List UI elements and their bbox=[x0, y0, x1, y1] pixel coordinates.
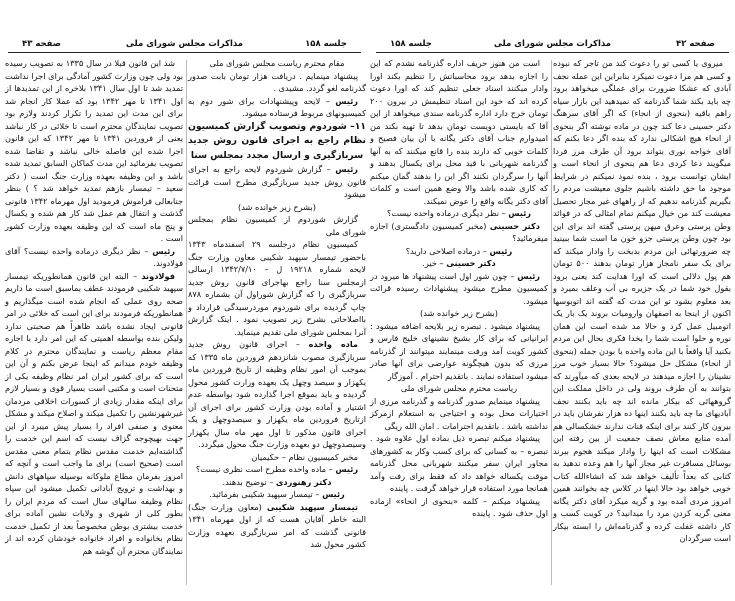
paragraph bbox=[188, 70, 366, 95]
paragraph-text: – گزارش شوردوم لایحه راجع به اجرای قانون روش جدید سربازگیری مطرح است قرائت میشود bbox=[188, 164, 366, 199]
text-column-left bbox=[5, 57, 183, 557]
paragraph-text: پیشنهاد مینمایم صدور گذرنامه و گذرنامه مرزی از اختیارات محل بوده و احتیاجی به استعلام ازمرکز نداشته باشد . باتقدیم احترامات . امان الله ریگی bbox=[370, 395, 548, 431]
paragraph bbox=[370, 382, 548, 395]
speaker-paragraph bbox=[188, 463, 366, 476]
speaker-name: رئیس bbox=[489, 245, 513, 256]
paragraph-text: مقام محترم ریاست مجلس شورای ملی bbox=[209, 58, 345, 68]
paragraph-text: – خیر. bbox=[422, 258, 447, 268]
page-header bbox=[8, 38, 361, 53]
speaker-name: رئیس bbox=[335, 464, 359, 474]
speaker-name: دکتر حسینی bbox=[446, 258, 496, 268]
page-number: صفحه ۴۲ bbox=[676, 39, 715, 49]
paragraph bbox=[370, 432, 548, 495]
speaker-paragraph bbox=[188, 476, 366, 489]
paragraph bbox=[553, 57, 731, 545]
paragraph-text: پیشنهاد میکنم تبصره ذیل بماده اول علاوه شود . تبصره – به کسانی که برای کسب وکار به کشورهای مجاور ایران سفر میکنند شهربانی محل گذرنامه موقت یکساله خواهد داد که فقط برای رفت وآمد همانجا مورد استفاده قرار خواهد گرفت . پاینده bbox=[370, 433, 548, 493]
text-column-right bbox=[188, 57, 366, 551]
speaker-paragraph bbox=[5, 270, 183, 558]
paragraph-text: پیشنهاد میکنم – کلمه «بنحوی از انحاء» ازماده اول حذف شود . پاینده bbox=[370, 495, 548, 518]
speaker-name: فولادوند bbox=[141, 270, 175, 281]
section-heading bbox=[188, 120, 366, 164]
speaker-name: تیمسار سپهبد شکیبی bbox=[266, 501, 358, 512]
paragraph-text: (مخبر کمیسیون دادگستری) اجازه میفرمائید؟ bbox=[370, 220, 548, 243]
paragraph-text: – نظر دیگری درماده واحده نیست؟ bbox=[386, 208, 509, 218]
speaker-name: رئیس bbox=[335, 95, 358, 106]
speaker-name: رئیس bbox=[335, 164, 358, 174]
speaker-paragraph bbox=[188, 501, 366, 551]
text-column-left bbox=[370, 57, 548, 520]
paragraph bbox=[370, 57, 548, 207]
speaker-paragraph bbox=[370, 220, 548, 245]
speaker-name: دکتر رهنوردی bbox=[275, 476, 332, 487]
column-divider bbox=[551, 60, 552, 585]
running-title: مذاکرات مجلس شورای ملی bbox=[125, 39, 244, 49]
session-number: جلسه ۱۵۸ bbox=[305, 39, 347, 49]
paragraph-text: – درماده اصلاحی دارید؟ bbox=[405, 245, 490, 256]
speaker-paragraph bbox=[370, 207, 548, 220]
paragraph-text: – توضیح بدهند. bbox=[222, 476, 276, 487]
page-42 bbox=[368, 0, 735, 601]
session-number: جلسه ۱۵۸ bbox=[390, 39, 432, 49]
paragraph bbox=[188, 213, 366, 238]
speaker-name: رئیس bbox=[322, 489, 345, 499]
speaker-paragraph bbox=[188, 163, 366, 201]
paragraph-text: – ماده واحده مطرح است نظری نیست؟ bbox=[195, 464, 336, 474]
paragraph-text: ریاست محترم مجلس شورای ملی bbox=[400, 383, 518, 393]
paragraph bbox=[370, 495, 548, 520]
paragraph-text: است من هنوز حریف اداره گذرنامه نشدم که این را اجازه بدهد برود محاسباتش را تنظیم بکند اورا وادار میکنند اسناد جعلی تنظیم کند که اورا دعوت کرده اند که خود این اسناد تنظیمش در بیرون ۲۰۰ تومان خرج دارد اداره گذرنامه سندی میخواهد از این آقا که بایستی دویست تومان بدهد تا تهیه بکند من امیدوارم جناب آقای دکتر یگانه با آن بیان فصیح و کلمات خوبی که دارند بنده را قانع میکنند که به آنها گذرنامه شهربانی با قید محل برای یکسال بدهند و آنها را سرگردان نکنند اگر این را بدهند گمان میکنم که کاری شده باشد والا وضع همین است و کلمات آقای دکتر یگانه واقع را عوض نمیکند. bbox=[370, 58, 548, 206]
speaker-paragraph bbox=[370, 245, 548, 258]
speaker-name: رئیس bbox=[508, 208, 532, 218]
paragraph-text: – اجرای قانون روش جدید سربازگیری مصوب شانزدهم فروردین ماه ۱۳۳۵ که بموجب آن امور نظام وظیفه از تاریخ فروردین ماه یکهزار و سیصد وچهل یک بعهده وزارت کشور محول گردیده و باید بموقع اجرا گذارده شود بواسطه عدم اشتیار و آماده بودن وزارت کشور برای اجرای آن ازتاریخ فروردین ماه یکهزار و سیصدوچهل و یک اجرای قانون مذکور تا اول مهر ماه سال یکهزار وسیصدوچهل دو بعهده وزارت جنگ محول میگردد. bbox=[188, 339, 366, 449]
paragraph-text: گزارش شوردوم از کمیسیون نظام بمجلس شورای ملی bbox=[188, 214, 366, 237]
paragraph-text: میروی یا کسی تو را دعوت کند من تاجر که نبوده و کسی هم مرا دعوت نمیکرد بنابراین این عمله نجف آبادی که عشکا ضرورت برای عملگی میخواهد برود چه باید بکند شما گذرنامه که نمیدهید این بازار سیاه راهم باقیه (بنحوی از انحاء) که اگر آقای سرهنگ دکتر حسینی دعا کند چون در ماده نوشته اگر بنحوی از انحاء هیچ اشکالی ندارد که بنده اگر دعا بکنم که آقای خواجه نوری بتواند برود آن طرف مرز فردا میگویند دعا کردی دعا هم بنحوی از انحاء است و ایشان توانست برود ، بنده نمود نمیکنم در شرایط موجود ما حق داشته باشیم جلوی معیشت مردم را بگیریم گذرنامه ندهیم که از راههای غیر مجاز تحصیل معیشت کند من خیال میکنم تمام امثالی که در فوائد وطن پرستی وعرق میهن پرستی گفته اند برای این بود چون وطن پرستی جزو خون ما است شما ببینید چه ضرورتهائی این مردم بدبخت را وادار میکند که برای یک سفر نامجاز هزار تومان بدهند ۵۰۰ تومان هم پول دلالی است که اورا هدایت کند یعنی برود بقول خود شما در یک جزیره بی آب وعلف بمیرد و بعد معلوم بشود تو این مدت که گفته اند اتوبوسها اکنون از اینجا به اصفهان وارومیات بروند یک بار یک اتومبیل عمل کرد و حالا مد شده است این همان نوره و حلوا است شما را بخدا فکری بحال این مردم بکنید آیا واقعاً با این ماده واحده با بودن جمله (بنحوی از انحاء) مشکل حل میشود؟ حالا بسیار خوب مرز نشینان را اجازه میدهند در لایحه بعدی که میآورند که بتوانند به آن طرف بروند ولی در داخل مملکت این گروههائی که بیکار مانده اند چه باید بکنند نجف آبادیهای ما چه باید بکنند اینها ده هزار نفرشان باید در بیرون کار کنند برای اینکه قنات ندارند خشکسالی هم آمده منابع معاش نصف جمعیت از بین رفته این مشکلات است که اینها را وادار میکند هجوم ببرند بوسائل مسافرت غیر مجاز آنها را هم وعده ندهید به کتابی که بعداً تألیف خواهد شد که انشاءالله کتاب خوبی خواهد بود حالا اینها در کلاس چه بخوانند همین امروز مردی آمده بود و گریه میکرد آقای دکتر یگانه معنی گریه کردن مرد را میدانید؟ در کویت کسب و کار داشته غفلت کرده و گذرنامه‌اش را ابسته بیکار است سرگردان bbox=[553, 58, 731, 543]
paragraph-text: پیشنهاد میشود . تبصره زیر بلایحه اضافه میشود : ایرانیانی که برای کار بشیخ نشینهای خلیج فارس و کشور کویت آمد ورفت مینمایند میتوانند از گذرنامه مرزی که بدون هیچگونه عوارضی برای آنها صادر میشود استفاده نمایند . باتقدیم احترام . آموزگار bbox=[370, 320, 548, 381]
running-title: مذاکرات مجلس شورای ملی bbox=[493, 39, 612, 49]
speaker-name: رئیس bbox=[517, 270, 540, 281]
paragraph-text: – نظر دیگری درماده واحده نیست؟ آقای فولادوند. bbox=[5, 245, 183, 268]
paragraph-text: – البته این قانون همانطوریکه تیمسار سپهبد شکیبی فرمودند عطف بماسبق است ما داریم صحه روی عملی که انجام شده است میگذاریم و همانطوریکه فرمودند برای این است که خلائی در امر قانونی ایجاد نشده باشد ظاهراً هم صحبتی ندارد ولیکن بنده بواسطه اهمیتی که این امر دارد با اجازه مقام معظم ریاست و نمایندگان محترم در کلام وظیفه خودم میدانم که اینجا عرض بکنم و آن این است که برای کشور ایران امر نظام وظیفه یکی از متحنات است و مکتبی است بسیار قوی و بسیار لازم برای اینکه مقدار زیادی از کسورات اخلاقی مردمان غیرشهرنشین را تکمیل میکند و اصلاح میکند و مشکل معنوی و صنفی افراد را بسیار پیش میبرد از این جهت بهیچوجه گزاف نیست که اسم این خدمت را گذاشته‌ایم خدمت مقدس نظام بتمام معنی مقدس است (صحیح است) برای ما واجب است و آنچه که امروز بفرمان مطاع ملوکانه بوسیله سپاههای دانش و بهداشت و ترویج آبادانی تکمیل میشود این سپاه نظام وظیفه سالهای سال است که مردم ایران را بطور کلی از شهری و ولایات نشین آماده برای خدمت بیشتری بوطن مخصوصاً بعد از تکمیل خدمت نظام بخانواده و افراد خانواده خودشان کرده اند از نمایندگان محترم آن گوشه هم bbox=[5, 270, 183, 556]
column-divider bbox=[186, 60, 187, 585]
paragraph-text: ۱۱– شوردوم وتصویب گزارش کمیسیون نظام راجع به اجرای قانون روش جدید سربازگیری و ارسال مجدد بمجلس سنا bbox=[188, 120, 366, 161]
paragraph bbox=[5, 57, 183, 245]
paragraph-text: (بشرح زیر خوانده شد) bbox=[238, 201, 316, 212]
paragraph-text: (بشرح زیر خوانده شد) bbox=[420, 308, 498, 318]
paragraph-text: (معاون وزارت جنگ) البته خاطر آقایان هست که از اول مهرماه ۱۳۴۱ قانونی گذشت که امر سربازگیری بعهده وزارت کشور محول شد bbox=[188, 501, 366, 549]
speaker-name: رئیس bbox=[152, 245, 175, 256]
paragraph-text: مخبر کمیسیون نظام – حکیمیان bbox=[251, 451, 358, 462]
page-number: صفحه ۴۳ bbox=[22, 39, 61, 49]
page-header bbox=[376, 38, 729, 53]
paragraph bbox=[188, 451, 366, 464]
speaker-paragraph bbox=[188, 95, 366, 120]
speaker-name: دکتر حسینی bbox=[489, 220, 540, 231]
paragraph bbox=[370, 395, 548, 433]
paragraph bbox=[188, 57, 366, 70]
paragraph bbox=[188, 238, 366, 338]
paragraph-text: شد این قانون قبلا در سال ۱۳۳۵ به تصویب رسیده بود ولی چون وزارت کشور آمادگی برای اجرا نداشت تمدید شد تا اول سال ۱۳۴۱ بلاخره از این تمدیدها از اول ۱۳۴۱ تا مهر ۱۳۴۲ بود که عملا کار انجام شد برای این مدت این تمدید را تکرار کردند ولازم بود تصویب نمایندگان محترم است تا خلائی در کار نباشد یعنی از فروردین ۱۳۴۱ تا مهر ۱۳۴۲ که این قانون اجرا شده این فاصله خالی نباشد و تقاضا شده تصویب بفرمائید این مدت کماکان السابق تمدید شده باشد و این وظیفه بعهده وزارت جنگ است ( دکتر سعید – تیمسار بازهم تمدید خواهد شد ؟ ) بنظر جنابعالی فراموش فرمودید اول مهرماه ۱۳۴۲ قانونی گذشت و انتقال هم عمل شد کار هم شده و یکسال و پنج ماه است که این وظیفه بعهده وزارت کشور است . bbox=[5, 58, 184, 243]
speaker-paragraph bbox=[370, 257, 548, 270]
paragraph bbox=[370, 320, 548, 383]
speaker-paragraph bbox=[370, 270, 548, 308]
speaker-name: ماده واحده bbox=[308, 339, 358, 349]
paragraph bbox=[370, 307, 548, 320]
speaker-paragraph bbox=[5, 245, 183, 270]
paragraph-text: – تیمسار سپهبد شکیبی بفرمائید. bbox=[209, 489, 323, 499]
text-column-right bbox=[553, 57, 731, 545]
paragraph-text: – لایحه وپیشنهادات برای شور دوم به کمیسیونهای مربوط فرستاده میشود. bbox=[188, 95, 366, 118]
speaker-paragraph bbox=[188, 488, 366, 501]
paragraph bbox=[188, 201, 366, 214]
paragraph-text: – چون شور اول است پیشنهاد ها میرود در کمیسیون مطرح میشود پیشنهادات رسیده قرائت میشود. bbox=[370, 270, 548, 306]
paragraph-text: پیشنهاد مینمایم . دریافت هزار تومان بابت صدور گذرنامه لغو گردد. مشیدی . bbox=[188, 70, 366, 93]
paragraph-text: کمیسیون نظام درجلسه ۲۹ اسفندماه ۱۳۴۳ باحضور تیمسار سپهبد شکیبی معاون وزارت جنگ لایحه شماره ۱۹۲۱۸ ل – ۱۳۴۲/۷/۱۰ ارسالی ازمجلس سنا راجع بهاجرای قانون روش جدید سربازگیری را که گزارش شوراول آن بشماره ۸۷۸ چاپ گردیده برای شوردوم موردرسیدگی قرارداد و بااصلاحاتی بشرح زیر تصویب نمود . اینک گزارش آنرا بمجلس شورای ملی تقدیم مینماید. bbox=[188, 239, 366, 337]
speaker-paragraph bbox=[188, 338, 366, 451]
page-43 bbox=[0, 0, 367, 601]
